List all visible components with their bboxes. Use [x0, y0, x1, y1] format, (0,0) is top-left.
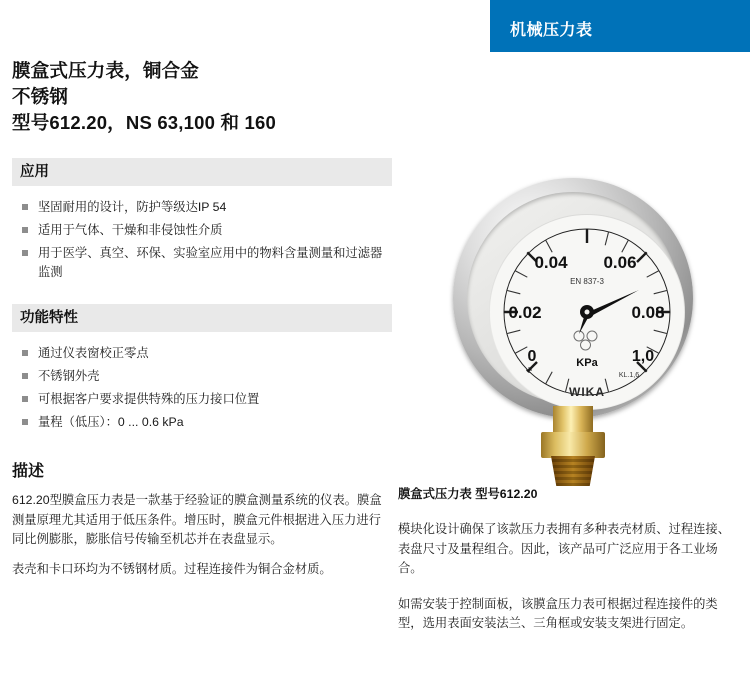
description-paragraph-2: 表壳和卡口环均为不锈钢材质。过程连接件为铜合金材质。 — [12, 561, 332, 576]
left-column — [12, 58, 392, 579]
dial-label-0-04: 0.04 — [534, 253, 568, 272]
dial-brand-label: WIKA — [569, 385, 605, 399]
section-heading-features: 功能特性 — [12, 304, 392, 332]
list-item: 适用于气体、干燥和非侵蚀性介质 — [20, 221, 392, 240]
header-banner — [490, 0, 750, 52]
dial-label-0: 0 — [527, 348, 537, 365]
page-title-line-3: 型号612.20，NS 63,100 和 160 — [12, 112, 276, 133]
product-image-caption: 膜盒式压力表 型号612.20 — [398, 487, 538, 501]
pressure-gauge-illustration — [453, 178, 693, 478]
product-image — [398, 58, 738, 478]
gauge-hex-nut — [541, 432, 605, 458]
list-item: 不锈钢外壳 — [20, 367, 392, 386]
page-title — [12, 58, 392, 136]
dial-label-0-02: 0.02 — [508, 303, 542, 322]
page-title-line-2: 不锈钢 — [12, 86, 69, 107]
right-paragraph-2: 如需安装于控制面板，该膜盒压力表可根据过程连接件的类型，选用表面安装法兰、三角框或安装支架进行固定。 — [398, 596, 718, 630]
dial-plus-icon: + — [525, 363, 533, 377]
dial-label-0-08: 0.08 — [631, 303, 665, 322]
description-paragraph-1: 612.20型膜盒压力表是一款基于经验证的膜盒测量系统的仪表。膜盒测量原理尤其适用于低压条件。增压时，膜盒元件根据进入压力进行同比例膨胀，膨胀信号传输至机芯并在表盘显示。 — [12, 493, 382, 546]
list-item: 用于医学、真空、环保、实验室应用中的物料含量测量和过滤器监测 — [20, 244, 392, 282]
dial-standard-label: EN 837-3 — [570, 277, 604, 286]
list-item: 坚固耐用的设计，防护等级达IP 54 — [20, 198, 392, 217]
dial-accuracy-label: KL.1,6 — [618, 372, 640, 379]
dial-label-1-0: 1,0 — [631, 348, 655, 365]
list-item: 可根据客户要求提供特殊的压力接口位置 — [20, 390, 392, 409]
section-heading-application: 应用 — [12, 158, 392, 186]
header-banner-title: 机械压力表 — [510, 22, 593, 39]
right-paragraph-1: 模块化设计确保了该款压力表拥有多种表壳材质、过程连接、表盘尺寸及量程组合。因此，该产品可广泛应用于各工业场合。 — [398, 522, 731, 575]
dial-label-0-06: 0.06 — [603, 253, 637, 272]
list-item: 通过仪表窗校正零点 — [20, 344, 392, 363]
features-list — [12, 344, 392, 432]
dial-unit-label: KPa — [576, 357, 598, 369]
right-column — [398, 58, 738, 634]
gauge-dial — [489, 214, 685, 410]
gauge-threaded-connection — [551, 456, 595, 486]
list-item: 量程（低压）：0 ... 0.6 kPa — [20, 413, 392, 432]
gauge-bezel-inner — [467, 192, 679, 404]
section-heading-description: 描述 — [12, 463, 45, 480]
application-list — [12, 198, 392, 282]
page-title-line-1: 膜盒式压力表，铜合金 — [12, 60, 200, 81]
gauge-bezel — [453, 178, 693, 418]
